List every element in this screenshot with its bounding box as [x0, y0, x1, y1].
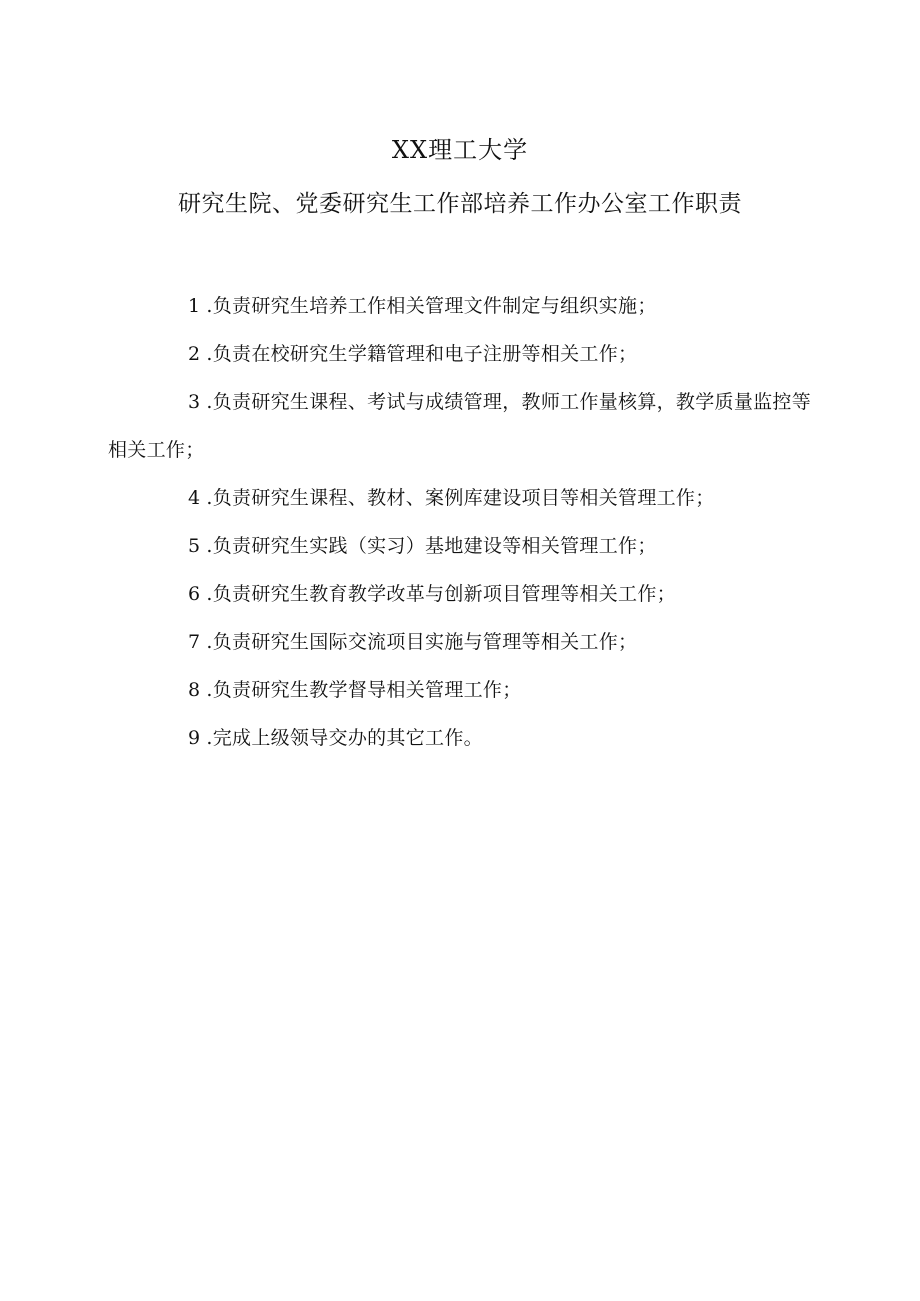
duty-text: .负责研究生教育教学改革与创新项目管理等相关工作；	[206, 583, 676, 605]
duty-number: 7	[188, 631, 201, 653]
duty-number: 1	[188, 295, 201, 317]
duty-number: 4	[188, 487, 201, 509]
duty-text: .负责研究生培养工作相关管理文件制定与组织实施；	[206, 295, 657, 317]
duty-number: 2	[188, 343, 201, 365]
duty-item	[108, 474, 812, 522]
duty-item	[108, 570, 812, 618]
duty-item	[108, 378, 812, 474]
document-header	[0, 134, 920, 220]
duty-item	[108, 666, 812, 714]
duty-number: 6	[188, 583, 201, 605]
office-duties-title: 研究生院、党委研究生工作部培养工作办公室工作职责	[178, 191, 742, 217]
duty-number: 8	[188, 679, 201, 701]
university-title: XX理工大学	[391, 136, 529, 164]
duty-text: .负责研究生实践（实习）基地建设等相关管理工作；	[206, 535, 657, 557]
duty-number: 5	[188, 535, 201, 557]
duty-text: .负责研究生课程、考试与成绩管理，教师工作量核算，教学质量监控等相关工作；	[108, 391, 812, 461]
duty-text: .负责在校研究生学籍管理和电子注册等相关工作；	[206, 343, 638, 365]
duty-item	[108, 522, 812, 570]
duties-list	[108, 282, 812, 762]
duty-text: .完成上级领导交办的其它工作。	[206, 727, 483, 749]
duty-item	[108, 714, 812, 762]
duty-item	[108, 282, 812, 330]
duty-text: .负责研究生教学督导相关管理工作；	[206, 679, 522, 701]
duty-text: .负责研究生课程、教材、案例库建设项目等相关管理工作；	[206, 487, 715, 509]
duty-item	[108, 618, 812, 666]
duty-number: 3	[188, 391, 201, 413]
duty-item	[108, 330, 812, 378]
duty-number: 9	[188, 727, 201, 749]
duty-text: .负责研究生国际交流项目实施与管理等相关工作；	[206, 631, 638, 653]
